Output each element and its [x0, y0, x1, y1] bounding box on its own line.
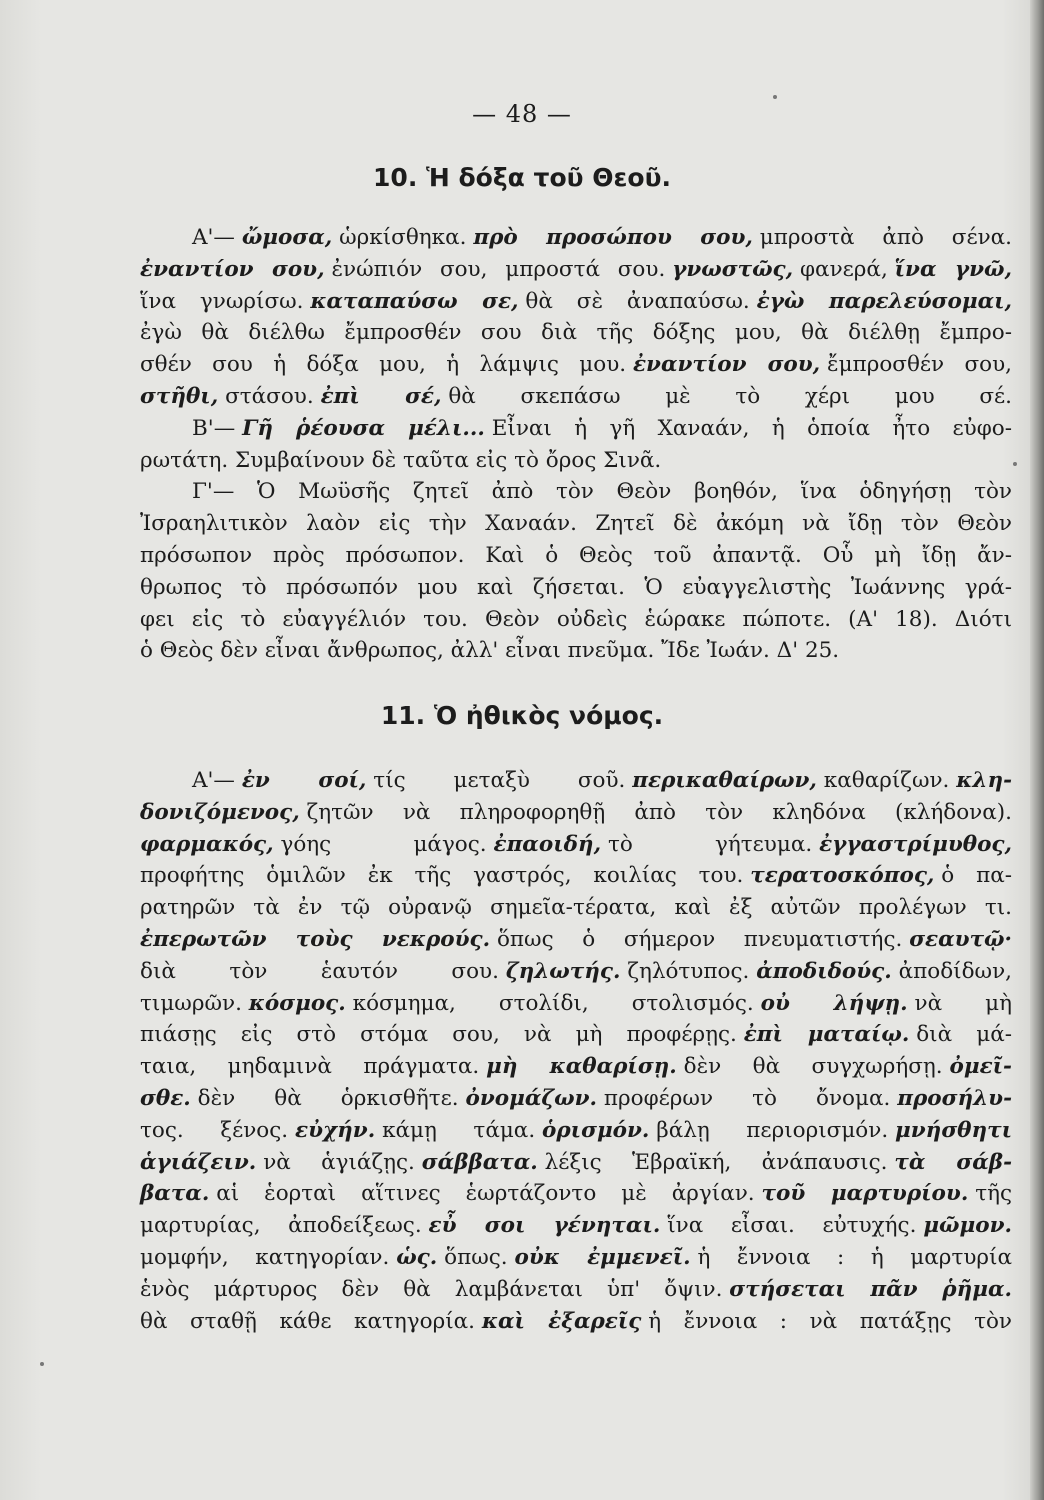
gloss-text: αἱ ἑορταὶ αἵτινες ἑωρτάζοντο μὲ ἀργίαν.: [216, 1181, 755, 1207]
gloss-text: ἀποδίδων,: [898, 958, 1012, 984]
gloss-text: τίς μεταξὺ σοῦ.: [373, 768, 626, 793]
glossed-term: σθε.: [140, 1085, 191, 1111]
glossed-term: ὤμοσα,: [241, 225, 333, 250]
text-line: [140, 222, 1012, 254]
glossed-term: στήσεται πᾶν ῥῆμα.: [729, 1276, 1013, 1302]
text-line: [140, 1019, 1012, 1051]
gloss-text: μαρτυρίας, ἀποδείξεως.: [140, 1213, 422, 1239]
glossed-term: περικαθαίρων,: [632, 768, 817, 793]
gloss-text: ζηλότυπος.: [627, 958, 750, 984]
gloss-text: σθέν σου ἡ δόξα μου, ἡ λάμψις μου.: [140, 352, 627, 378]
gloss-text: δὲν θὰ συγχωρήσῃ.: [683, 1054, 943, 1080]
text-line: [140, 1178, 1012, 1210]
text-line: [140, 413, 1012, 445]
glossed-term: ἁγιάζειν.: [140, 1149, 257, 1175]
text-line: [140, 765, 1012, 797]
gloss-text: φει εἰς τὸ εὐαγγέλιόν του. Θεὸν οὐδεὶς ἑώρακε πώποτε. (Α' 18). Διότι: [140, 606, 1012, 632]
glossed-term: μὴ καθαρίσῃ.: [486, 1054, 677, 1080]
gloss-text: Α'—: [192, 225, 235, 250]
glossed-term: οὐκ ἐμμενεῖ.: [514, 1244, 691, 1270]
gloss-text: ἡ ἔννοια : νὰ πατάξῃς τὸν: [648, 1308, 1012, 1334]
glossed-term: ἐπερωτῶν τοὺς νεκρούς.: [140, 926, 491, 952]
text-line: [140, 924, 1012, 956]
gloss-text: θὰ σταθῇ κάθε κατηγορία.: [140, 1308, 476, 1334]
section-title-11: 11. Ὁ ἠθικὸς νόμος.: [380, 701, 664, 730]
text-line: [140, 254, 1012, 286]
gloss-text: τῆς: [975, 1181, 1013, 1207]
section-body-11: [140, 765, 1012, 1337]
gloss-text: νὰ μὴ: [914, 990, 1012, 1016]
gloss-text: ἡ ἔννοια : ἡ μαρτυρία: [697, 1244, 1012, 1270]
text-line: [140, 572, 1012, 604]
glossed-term: τερατοσκόπος,: [750, 863, 935, 889]
text-line: [140, 381, 1012, 413]
gloss-text: ρατηρῶν τὰ ἐν τῷ οὐρανῷ σημεῖα-τέρατα, καὶ ἐξ αὐτῶν προλέγων τι.: [140, 895, 1012, 921]
gloss-text: τος. ξένος.: [140, 1117, 289, 1143]
text-line: [140, 1242, 1012, 1274]
glossed-term: πρὸ προσώπου σου,: [473, 225, 753, 250]
text-line: [140, 829, 1012, 861]
glossed-term: τὰ σάβ-: [894, 1149, 1012, 1175]
glossed-term: οὐ λήψῃ.: [760, 990, 908, 1016]
text-line: [140, 1306, 1012, 1338]
page-edge-shadow: [1030, 0, 1044, 1500]
glossed-term: καταπαύσω σε,: [310, 288, 519, 314]
gloss-text: ἵνα εἶσαι. εὐτυχής.: [667, 1213, 917, 1239]
gloss-text: πρόσωπον πρὸς πρόσωπον. Καὶ ὁ Θεὸς τοῦ ἀπαντᾷ. Οὗ μὴ ἴδῃ ἄν-: [140, 542, 1012, 568]
gloss-text: ἑνὸς μάρτυρος δὲν θὰ λαμβάνεται ὑπ' ὄψιν.: [140, 1276, 723, 1302]
gloss-text: προφέρων τὸ ὄνομα.: [603, 1085, 891, 1111]
text-line: [140, 797, 1012, 829]
gloss-text: ὁ πα-: [941, 863, 1012, 889]
gloss-text: μομφήν, κατηγορίαν.: [140, 1244, 390, 1270]
text-line: [140, 508, 1012, 540]
glossed-term: καὶ ἐξαρεῖς: [481, 1308, 642, 1334]
gloss-text: Εἶναι ἡ γῆ Χαναάν, ἡ ὁποία ἦτο εὐφο-: [491, 415, 1012, 441]
text-line: [140, 956, 1012, 988]
text-line: [140, 604, 1012, 636]
text-line: [140, 635, 1012, 667]
page-number: — 48 —: [472, 100, 572, 128]
glossed-term: ἐπὶ σέ,: [320, 383, 442, 409]
gloss-text: ὅπως.: [444, 1244, 508, 1270]
paper-speck: [773, 95, 777, 99]
glossed-term: ἐν σοί,: [241, 768, 367, 793]
gloss-text: διὰ τὸν ἑαυτόν σου.: [140, 958, 499, 984]
gloss-text: Ἰσραηλιτικὸν λαὸν εἰς τὴν Χαναάν. Ζητεῖ δὲ ἀκόμη νὰ ἴδῃ τὸν Θεὸν: [140, 511, 1012, 537]
gloss-text: ζητῶν νὰ πληροφορηθῇ ἀπὸ τὸν κληδόνα (κλήδονα).: [306, 799, 1012, 825]
text-line: [140, 317, 1012, 349]
glossed-term: σάββατα.: [421, 1149, 538, 1175]
section-body-10: [140, 222, 1012, 667]
glossed-term: τοῦ μαρτυρίου.: [761, 1181, 969, 1207]
glossed-term: ζηλωτής.: [505, 958, 621, 984]
glossed-term: ἐγὼ παρελεύσομαι,: [756, 288, 1013, 314]
gloss-text: προφήτης ὁμιλῶν ἐκ τῆς γαστρός, κοιλίας του.: [140, 863, 744, 889]
gloss-text: θὰ σὲ ἀναπαύσω.: [525, 288, 750, 314]
gloss-text: γόης μάγος.: [280, 831, 487, 857]
text-line: [140, 1051, 1012, 1083]
gloss-text: ὅπως ὁ σήμερον πνευματιστής.: [496, 926, 903, 952]
glossed-term: κόσμος.: [248, 990, 346, 1016]
glossed-term: ἐναντίον σου,: [632, 352, 821, 378]
glossed-term: εὐχήν.: [295, 1117, 376, 1143]
gloss-text: λέξις Ἑβραϊκή, ἀνάπαυσις.: [544, 1149, 888, 1175]
text-line: [140, 349, 1012, 381]
gloss-text: πιάσῃς εἰς στὸ στόμα σου, νὰ μὴ προφέρῃς.: [140, 1022, 737, 1048]
gloss-text: μπροστὰ ἀπὸ σένα.: [759, 225, 1013, 250]
glossed-term: φαρμακός,: [140, 831, 274, 857]
glossed-term: ἐγγαστρίμυθος,: [819, 831, 1012, 857]
glossed-term: ὡς.: [396, 1244, 438, 1270]
glossed-term: κλη-: [956, 768, 1012, 793]
gloss-text: νὰ ἁγιάζῃς.: [263, 1149, 415, 1175]
glossed-term: δονιζόμενος,: [140, 799, 300, 825]
gloss-text: θὰ σκεπάσω μὲ τὸ χέρι μου σέ.: [448, 383, 1012, 409]
glossed-term: βατα.: [140, 1181, 210, 1207]
gloss-text: ἐγὼ θὰ διέλθω ἔμπροσθέν σου διὰ τῆς δόξης μου, θὰ διέλθῃ ἔμπρο-: [140, 320, 1012, 346]
glossed-term: εὖ σοι γένηται.: [428, 1213, 661, 1239]
text-line: [140, 286, 1012, 318]
section-title-10: 10. Ἡ δόξα τοῦ Θεοῦ.: [373, 163, 671, 192]
gloss-text: ἔμπροσθέν σου,: [827, 352, 1012, 378]
paper-speck: [40, 1362, 44, 1366]
glossed-term: στῆθι,: [140, 383, 219, 409]
glossed-term: σεαυτῷ·: [909, 926, 1013, 952]
paper-speck: [1013, 462, 1017, 466]
glossed-term: ἵνα γνῶ,: [894, 256, 1012, 282]
gloss-text: ρωτάτη. Συμβαίνουν δὲ ταῦτα εἰς τὸ ὄρος Σινᾶ.: [140, 447, 662, 473]
text-line: [140, 1147, 1012, 1179]
text-line: [140, 860, 1012, 892]
glossed-term: ἐναντίον σου,: [140, 256, 325, 282]
gloss-text: τιμωρῶν.: [140, 990, 242, 1016]
gloss-text: ταια, μηδαμινὰ πράγματα.: [140, 1054, 480, 1080]
text-line: [140, 892, 1012, 924]
glossed-term: ἐπαοιδή,: [493, 831, 602, 857]
gloss-text: Α'—: [192, 768, 235, 793]
gloss-text: ὁ Θεὸς δὲν εἶναι ἄνθρωπος, ἀλλ' εἶναι πνεῦμα. Ἴδε Ἰωάν. Δ' 25.: [140, 638, 840, 664]
glossed-term: ὀνομάζων.: [465, 1085, 598, 1111]
glossed-term: μνήσθητι: [895, 1117, 1013, 1143]
gloss-text: τὸ γήτευμα.: [607, 831, 813, 857]
gloss-text: ἐνώπιόν σου, μπροστά σου.: [331, 256, 666, 282]
gloss-text: στάσου.: [225, 383, 314, 409]
glossed-term: ὀμεῖ-: [949, 1054, 1012, 1080]
text-line: [140, 1274, 1012, 1306]
gloss-text: διὰ μά-: [916, 1022, 1012, 1048]
gloss-text: δὲν θὰ ὁρκισθῆτε.: [197, 1085, 459, 1111]
glossed-term: Γῆ ῥέουσα μέλι...: [242, 415, 485, 441]
gloss-text: Γ'— Ὁ Μωϋσῆς ζητεῖ ἀπὸ τὸν Θεὸν βοηθόν, ἵνα ὁδηγήσῃ τὸν: [192, 479, 1012, 505]
gloss-text: κάμῃ τάμα.: [382, 1117, 536, 1143]
text-line: [140, 445, 1012, 477]
glossed-term: ὁρισμόν.: [542, 1117, 650, 1143]
glossed-term: προσήλυ-: [897, 1085, 1012, 1111]
text-line: [140, 1210, 1012, 1242]
text-line: [140, 1083, 1012, 1115]
gloss-text: βάλῃ περιορισμόν.: [656, 1117, 889, 1143]
gloss-text: φανερά,: [800, 256, 888, 282]
gloss-text: καθαρίζων.: [823, 768, 950, 793]
gloss-text: ἵνα γνωρίσω.: [140, 288, 304, 314]
gloss-text: θρωπος τὸ πρόσωπόν μου καὶ ζήσεται. Ὁ εὐαγγελιστὴς Ἰωάννης γρά-: [140, 574, 1012, 600]
text-line: [140, 476, 1012, 508]
glossed-term: γνωστῶς,: [672, 256, 794, 282]
text-line: [140, 988, 1012, 1020]
gloss-text: Β'—: [192, 415, 236, 441]
glossed-term: μῶμον.: [923, 1213, 1012, 1239]
glossed-term: ἐπὶ ματαίῳ.: [743, 1022, 910, 1048]
text-line: [140, 1115, 1012, 1147]
glossed-term: ἀποδιδούς.: [756, 958, 892, 984]
gloss-text: κόσμημα, στολίδι, στολισμός.: [352, 990, 754, 1016]
text-line: [140, 540, 1012, 572]
gloss-text: ὡρκίσθηκα.: [339, 225, 467, 250]
